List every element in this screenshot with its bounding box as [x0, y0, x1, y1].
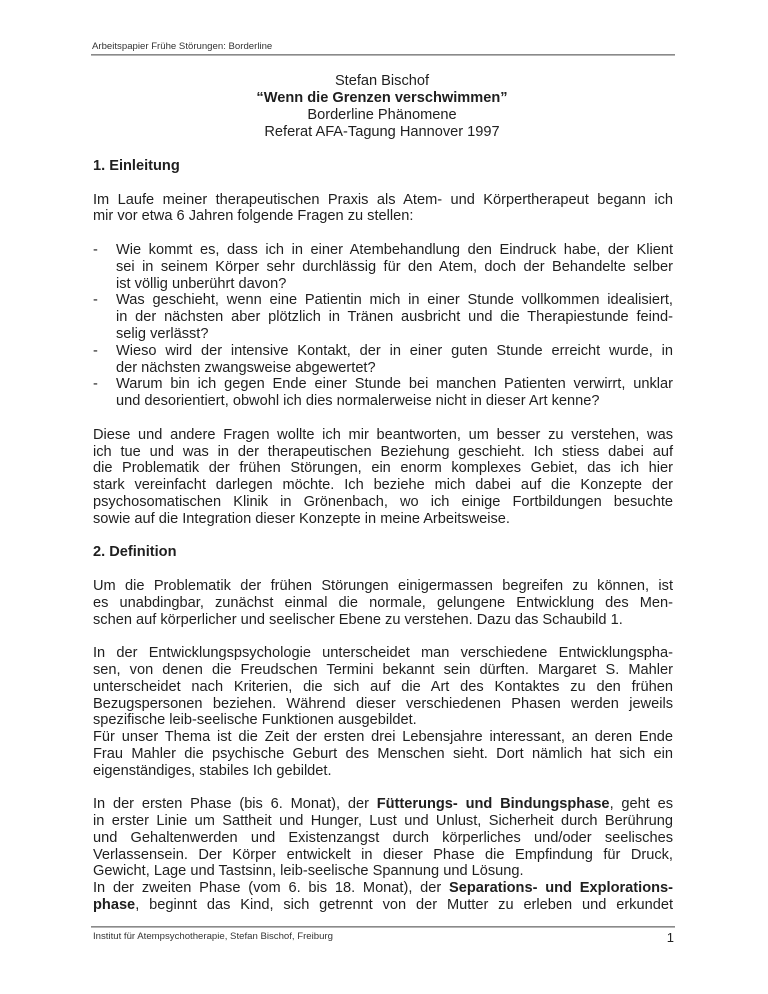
- text-run: In der ersten Phase (bis 6. Monat), der: [93, 796, 377, 813]
- bold-term: Separations- und Explorations-: [449, 880, 673, 897]
- header-rule: [91, 54, 675, 56]
- list-item: [93, 343, 673, 377]
- bullet-dash: -: [93, 342, 98, 359]
- text-line: [93, 796, 673, 813]
- text-line: sei in seinem Körper sehr durchlässig für den Atem, doch der Behandelte selber: [116, 258, 673, 275]
- text-line: Bezugspersonen beziehen. Während dieser verschiedenen Phasen werden jeweils: [93, 695, 673, 712]
- text-line: schen auf körperlicher und seelischer Ebene zu verstehen. Dazu das Schaubild 1.: [93, 611, 623, 628]
- text-line: [93, 897, 673, 914]
- footer-institution: Institut für Atempsychotherapie, Stefan Bischof, Freiburg: [93, 931, 333, 942]
- definition-paragraph-3: [93, 729, 673, 779]
- text-line: ist völlig unberührt davon?: [116, 275, 287, 292]
- text-line: unterscheidet nach Kriterien, die sich auf die Art des Kontaktes zu den frühen: [93, 678, 673, 695]
- text-line: Für unser Thema ist die Zeit der ersten drei Lebensjahre interessant, an deren Ende: [93, 729, 673, 746]
- text-line: sen, von denen die Freudschen Termini bekannt sein dürften. Margaret S. Mahler: [93, 661, 673, 678]
- text-line: und Gehaltenwerden und Existenzangst durch körperliches und/oder seelisches: [93, 829, 673, 846]
- text-line: stark vereinfacht darlegen möchte. Ich beziehe mich dabei auf die Konzepte der: [93, 477, 673, 494]
- title-block: [92, 73, 672, 141]
- text-line: sowie auf die Integration dieser Konzepte in meine Arbeitsweise.: [93, 510, 510, 527]
- document-title: “Wenn die Grenzen verschwimmen”: [256, 90, 508, 106]
- text-line: es unabdingbar, zunächst einmal die normale, gelungene Entwicklung des Men-: [93, 594, 673, 611]
- bullet-dash: -: [93, 241, 98, 258]
- definition-paragraph-1: [93, 578, 673, 628]
- text-line: Wieso wird der intensive Kontakt, der in einer guten Stunde erreicht wurde, in: [116, 342, 673, 359]
- document-subtitle: Borderline Phänomene: [307, 107, 457, 123]
- text-run: , geht es: [609, 796, 673, 813]
- author-name: Stefan Bischof: [334, 73, 430, 89]
- text-line: psychosomatischen Klinik in Grönenbach, wo ich einige Fortbildungen besuchte: [93, 493, 673, 510]
- text-line: Frau Mahler die psychische Geburt des Menschen sieht. Dort nämlich hat sich ein: [93, 745, 673, 762]
- text-run: In der zweiten Phase (vom 6. bis 18. Monat), der: [93, 880, 450, 897]
- text-line: [93, 880, 673, 897]
- definition-paragraph-2: [93, 645, 673, 729]
- running-header: Arbeitspapier Frühe Störungen: Borderline: [92, 41, 273, 52]
- intro-paragraph: [93, 192, 673, 226]
- text-line: spezifische leib-seelische Funktionen ausgebildet.: [93, 712, 417, 729]
- text-line: Warum bin ich gegen Ende einer Stunde bei manchen Patienten verwirrt, unklar: [116, 376, 673, 393]
- text-line: und desorientiert, obwohl ich dies normalerweise nicht in dieser Art kenne?: [116, 393, 600, 410]
- text-line: in erster Linie um Sattheit und Hunger, Lust und Unlust, Sicherheit durch Berührung: [93, 813, 673, 830]
- text-line: Um die Problematik der frühen Störungen einigermassen begreifen zu können, ist: [93, 577, 673, 594]
- event-line: Referat AFA-Tagung Hannover 1997: [264, 124, 500, 140]
- page-number: 1: [666, 930, 674, 945]
- text-line: Im Laufe meiner therapeutischen Praxis als Atem- und Körpertherapeut begann ich: [93, 191, 673, 208]
- section-heading-einleitung: 1. Einleitung: [93, 158, 180, 174]
- list-item: [93, 242, 673, 292]
- document-body: [93, 158, 673, 914]
- text-line: der nächsten zwangsweise abgewertet?: [116, 359, 376, 376]
- text-line: Was geschieht, wenn eine Patientin mich in einer Stunde vollkommen idealisiert,: [116, 292, 673, 309]
- text-line: ich tue und was in der therapeutischen Beziehung geschieht. Ich stiess dabei auf: [93, 443, 673, 460]
- text-line: Diese und andere Fragen wollte ich mir beantworten, um besser zu verstehen, was: [93, 426, 673, 443]
- text-line: selig verlässt?: [116, 325, 209, 342]
- text-run: , beginnt das Kind, sich getrennt von der Mutter zu erleben und erkundet: [135, 897, 673, 914]
- closing-paragraph: [93, 427, 673, 528]
- text-line: die Problematik der frühen Störungen, ein enorm komplexes Gebiet, das ich hier: [93, 460, 673, 477]
- bullet-dash: -: [93, 376, 98, 393]
- text-line: mir vor etwa 6 Jahren folgende Fragen zu stellen:: [93, 208, 414, 225]
- text-line: Gewicht, Lage und Tastsinn, leib-seelische Spannung und Lösung.: [93, 863, 524, 880]
- bullet-dash: -: [93, 292, 98, 309]
- list-item: [93, 376, 673, 410]
- text-line: in der nächsten aber plötzlich in Tränen ausbricht und die Therapiestunde feind-: [116, 309, 673, 326]
- text-line: eigenständiges, stabiles Ich gebildet.: [93, 762, 332, 779]
- bold-term: phase: [93, 897, 136, 914]
- footer-rule: [91, 926, 675, 928]
- text-line: In der Entwicklungspsychologie unterscheidet man verschiedene Entwicklungspha-: [93, 645, 673, 662]
- section-heading-definition: 2. Definition: [93, 544, 177, 561]
- bold-term: Fütterungs- und Bindungsphase: [376, 796, 610, 813]
- text-line: Verlassensein. Der Körper entwickelt in dieser Phase die Empfindung für Druck,: [93, 846, 673, 863]
- definition-paragraph-5: [93, 880, 673, 914]
- list-item: [93, 292, 673, 342]
- question-list: [93, 242, 673, 410]
- text-line: Wie kommt es, dass ich in einer Atembehandlung den Eindruck habe, der Klient: [116, 241, 673, 258]
- definition-paragraph-4: [93, 796, 673, 880]
